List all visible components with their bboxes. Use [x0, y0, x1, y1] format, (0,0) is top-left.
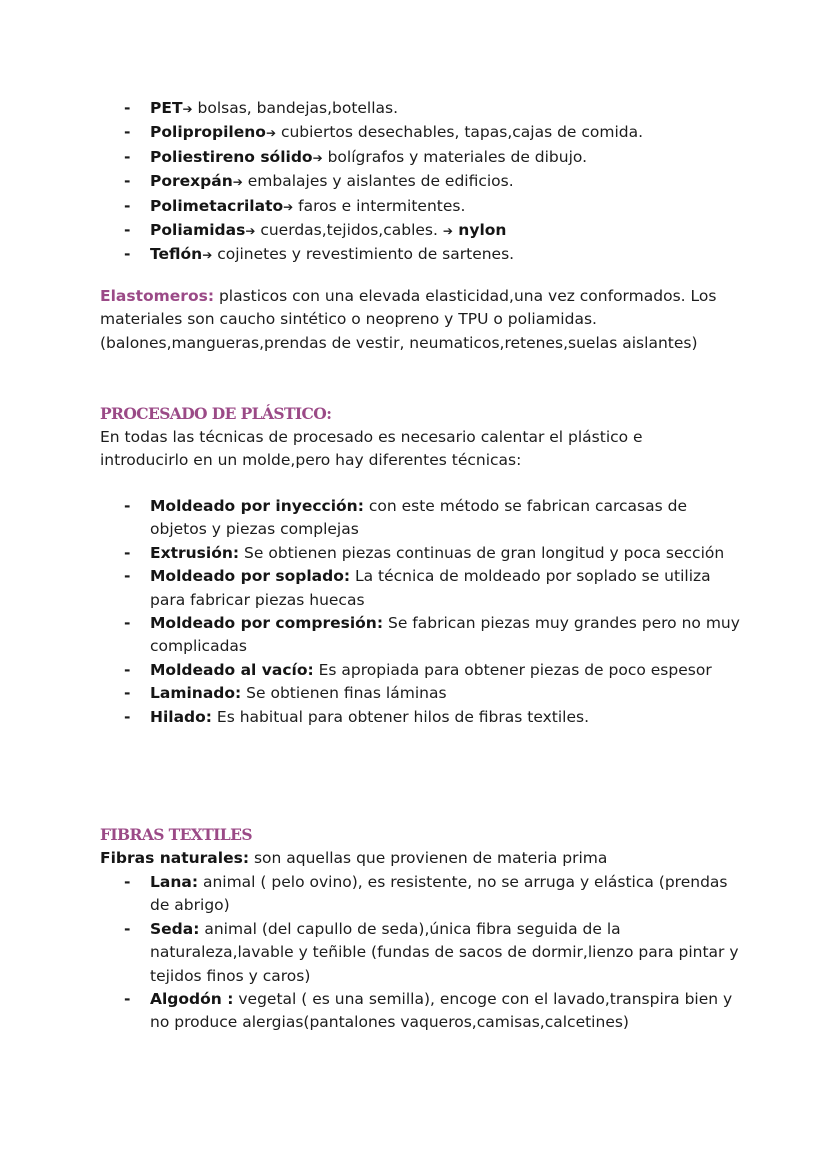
list-item-desc: Se obtienen piezas continuas de gran longitud y poca sección: [239, 543, 725, 562]
list-item-desc: La técnica de moldeado por soplado se utiliza para fabricar piezas huecas: [150, 567, 711, 609]
arrow-icon: ➔: [442, 224, 453, 239]
arrow-icon: ➔: [265, 126, 277, 141]
fibras-naturales-term: Fibras naturales:: [100, 849, 250, 867]
elastomeros-term: Elastomeros:: [100, 287, 215, 305]
list-item: [100, 195, 740, 219]
list-item: [100, 97, 740, 121]
list-item-term: Moldeado por compresión:: [150, 614, 384, 633]
arrow-icon: ➔: [202, 248, 213, 263]
list-item-extra: nylon: [452, 221, 507, 240]
list-item-term: Porexpán: [150, 172, 233, 191]
procesado-list: [100, 495, 740, 729]
list-item: [100, 659, 740, 682]
list-item-term: Polipropileno: [150, 123, 266, 142]
fibras-naturales-text: son aquellas que provienen de materia prima: [249, 849, 608, 867]
list-item-term: Lana:: [150, 873, 199, 891]
arrow-icon: ➔: [312, 150, 323, 165]
list-item-term: Algodón :: [150, 990, 234, 1009]
list-item-term: Polimetacrilato: [150, 196, 284, 215]
list-item: [100, 612, 740, 659]
list-item: [100, 146, 740, 170]
list-item-desc: con este método se fabrican carcasas de objetos y piezas complejas: [150, 497, 688, 539]
list-item-desc: cojinetes y revestimiento de sartenes.: [212, 245, 515, 264]
list-item-term: Poliamidas: [150, 221, 246, 240]
list-item: [100, 682, 740, 705]
procesado-list-block: [100, 495, 740, 729]
list-item-desc: vegetal ( es una semilla), encoge con el lavado,transpira bien y no produce alergias(pantalones vaqueros,camisas,calcetines): [150, 990, 733, 1032]
list-item-desc: embalajes y aislantes de edificios.: [242, 172, 514, 191]
list-item: [100, 542, 740, 565]
arrow-icon: ➔: [283, 199, 294, 214]
list-item-desc: Es apropiada para obtener piezas de poco espesor: [313, 660, 712, 679]
list-item: [100, 565, 740, 612]
procesado-intro: En todas las técnicas de procesado es necesario calentar el plástico e introducirlo en un molde,pero hay diferentes técnicas:: [100, 428, 643, 470]
list-item: [100, 871, 740, 918]
list-item-term: PET: [150, 99, 183, 117]
plastics-list: [100, 97, 740, 268]
list-item: [100, 219, 740, 243]
list-item: [100, 243, 740, 267]
list-item: [100, 706, 740, 729]
list-item-term: Hilado:: [150, 707, 212, 726]
list-item-desc: animal ( pelo ovino), es resistente, no se arruga y elástica (prendas de abrigo): [150, 873, 728, 915]
fibras-list-block: [100, 871, 740, 1035]
list-item: [100, 121, 740, 145]
list-item-term: Laminado:: [150, 684, 242, 703]
list-item-desc: animal (del capullo de seda),única fibra seguida de la naturaleza,lavable y teñible (fundas de sacos de dormir,lienzo para pintar y tejidos finos y caros): [150, 919, 739, 985]
elastomeros-paragraph: [100, 285, 730, 355]
list-item-term: Moldeado por soplado:: [150, 567, 351, 586]
arrow-icon: ➔: [232, 175, 243, 190]
list-item: [100, 918, 740, 988]
fibras-list: [100, 871, 740, 1035]
procesado-heading: PROCESADO DE PLÁSTICO:: [100, 404, 332, 423]
arrow-icon: ➔: [182, 102, 193, 116]
list-item: [100, 170, 740, 194]
list-item-desc: bolígrafos y materiales de dibujo.: [322, 147, 588, 166]
fibras-heading: FIBRAS TEXTILES: [100, 825, 252, 844]
arrow-icon: ➔: [245, 224, 256, 239]
list-item-term: Seda:: [150, 919, 200, 938]
list-item-desc: cubiertos desechables, tapas,cajas de comida.: [276, 123, 644, 142]
list-item-desc: bolsas, bandejas,botellas.: [192, 99, 399, 117]
list-item-term: Poliestireno sólido: [150, 147, 313, 166]
list-item-desc: Es habitual para obtener hilos de fibras textiles.: [212, 707, 589, 726]
plastics-list-block: [100, 97, 740, 268]
list-item-term: Moldeado por inyección:: [150, 497, 364, 515]
fibras-naturales-line: [100, 847, 740, 870]
list-item-desc: Se fabrican piezas muy grandes pero no muy complicadas: [150, 614, 740, 656]
list-item-term: Extrusión:: [150, 543, 240, 562]
list-item: [100, 988, 740, 1035]
list-item-desc: cuerdas,tejidos,cables.: [255, 221, 443, 240]
list-item: [100, 495, 740, 542]
list-item-term: Teflón: [150, 245, 203, 264]
list-item-desc: Se obtienen finas láminas: [241, 684, 447, 703]
elastomeros-text: plasticos con una elevada elasticidad,una vez conformados. Los materiales son caucho sintético o neopreno y TPU o poliamidas. (balones,mangueras,prendas de vestir, neumaticos,retenes,suelas aislantes): [100, 287, 717, 352]
list-item-desc: faros e intermitentes.: [293, 196, 466, 215]
list-item-term: Moldeado al vacío:: [150, 660, 314, 679]
